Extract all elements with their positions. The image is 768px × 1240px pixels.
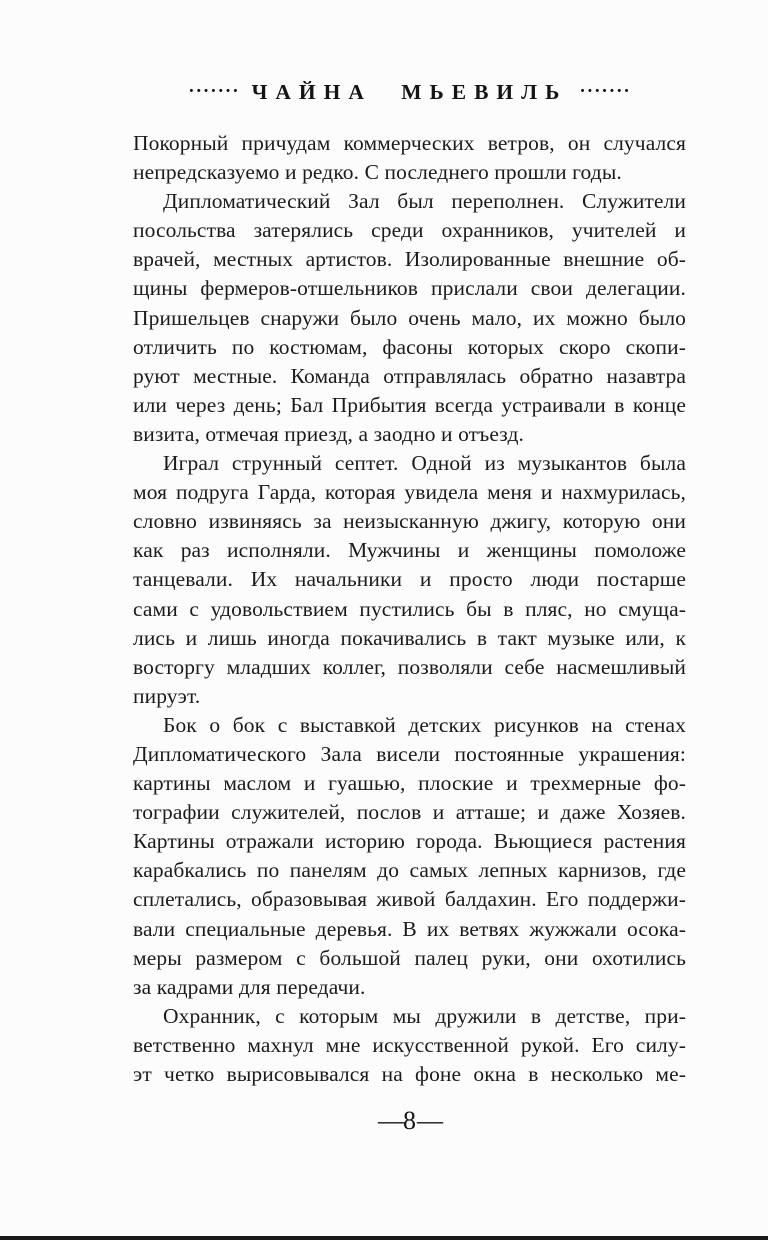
text-line: щины фермеров-отшельников прислали свои делегации. [133, 276, 686, 301]
text-line: сами с удовольствием пустились бы в пляс, но смуща- [133, 596, 686, 621]
scan-bottom-edge [0, 1236, 768, 1240]
running-header [133, 80, 686, 108]
footer-dash-left: — [378, 1106, 402, 1136]
text-line: восторгу младших коллег, позволяли себе насмешливый [133, 654, 686, 679]
text-line: визита, отмечая приезд, а заодно и отъезд. [133, 421, 525, 446]
text-line: Пришельцев снаружи было очень мало, их можно было [133, 305, 686, 330]
text-line: за кадрами для передачи. [133, 974, 366, 999]
page-number: 8 [403, 1106, 416, 1136]
text-line: словно извиняясь за неизысканную джигу, которую они [133, 509, 686, 534]
text-line: танцевали. Их начальники и просто люди постарше [133, 567, 686, 592]
text-line: или через день; Бал Прибытия всегда устраивали в конце [133, 392, 686, 417]
ornament-dots-left-icon: ······· [188, 81, 240, 102]
author-name: ЧАЙНА МЬЕВИЛЬ [251, 80, 568, 104]
text-line: Играл струнный септет. Одной из музыкантов была [163, 451, 686, 476]
text-line: ветственно махнул мне искусственной рукой. Его силу- [133, 1032, 686, 1057]
text-line: как раз исполняли. Мужчины и женщины помоложе [133, 538, 686, 563]
text-line: пируэт. [133, 683, 201, 708]
text-line: Дипломатического Зала висели постоянные украшения: [133, 741, 686, 766]
text-line: Дипломатический Зал был переполнен. Служители [163, 189, 686, 214]
text-line: Покорный причудам коммерческих ветров, он случался [133, 131, 686, 155]
text-line: эт четко вырисовывался на фоне окна в несколько ме- [133, 1062, 686, 1086]
text-line: Картины отражали историю города. Вьющиеся растения [133, 829, 686, 854]
text-line: врачей, местных артистов. Изолированные внешние об- [133, 247, 686, 272]
text-line: картины маслом и гуашью, плоские и трехмерные фо- [133, 771, 686, 796]
page-footer [133, 1106, 686, 1136]
footer-dash-right: — [417, 1106, 441, 1136]
text-line: непредсказуемо и редко. С последнего прошли годы. [133, 160, 622, 185]
text-line: моя подруга Гарда, которая увидела меня и нахмурилась, [133, 480, 686, 505]
text-line: Охранник, с которым мы дружили в детстве, при- [163, 1003, 686, 1028]
text-line: посольства затерялись среди охранников, учителей и [133, 218, 686, 243]
text-line: руют местные. Команда отправлялась обратно назавтра [133, 363, 686, 388]
text-line: Бок о бок с выставкой детских рисунков на стенах [163, 712, 686, 737]
ornament-dots-right-icon: ······· [579, 81, 631, 102]
text-line: тографии служителей, послов и атташе; и даже Хозяев. [133, 800, 686, 825]
text-line: вали специальные деревья. В их ветвях жужжали осока- [133, 916, 686, 941]
text-line: отличить по костюмам, фасоны которых скоро скопи- [133, 334, 686, 359]
page-text-block [133, 129, 686, 1089]
text-line: лись и лишь иногда покачивались в такт музыке или, к [133, 625, 686, 650]
text-line: сплетались, образовывая живой балдахин. Его поддержи- [133, 887, 686, 912]
text-line: меры размером с большой палец руки, они охотились [133, 945, 686, 970]
text-line: карабкались по панелям до самых лепных карнизов, где [133, 858, 686, 883]
